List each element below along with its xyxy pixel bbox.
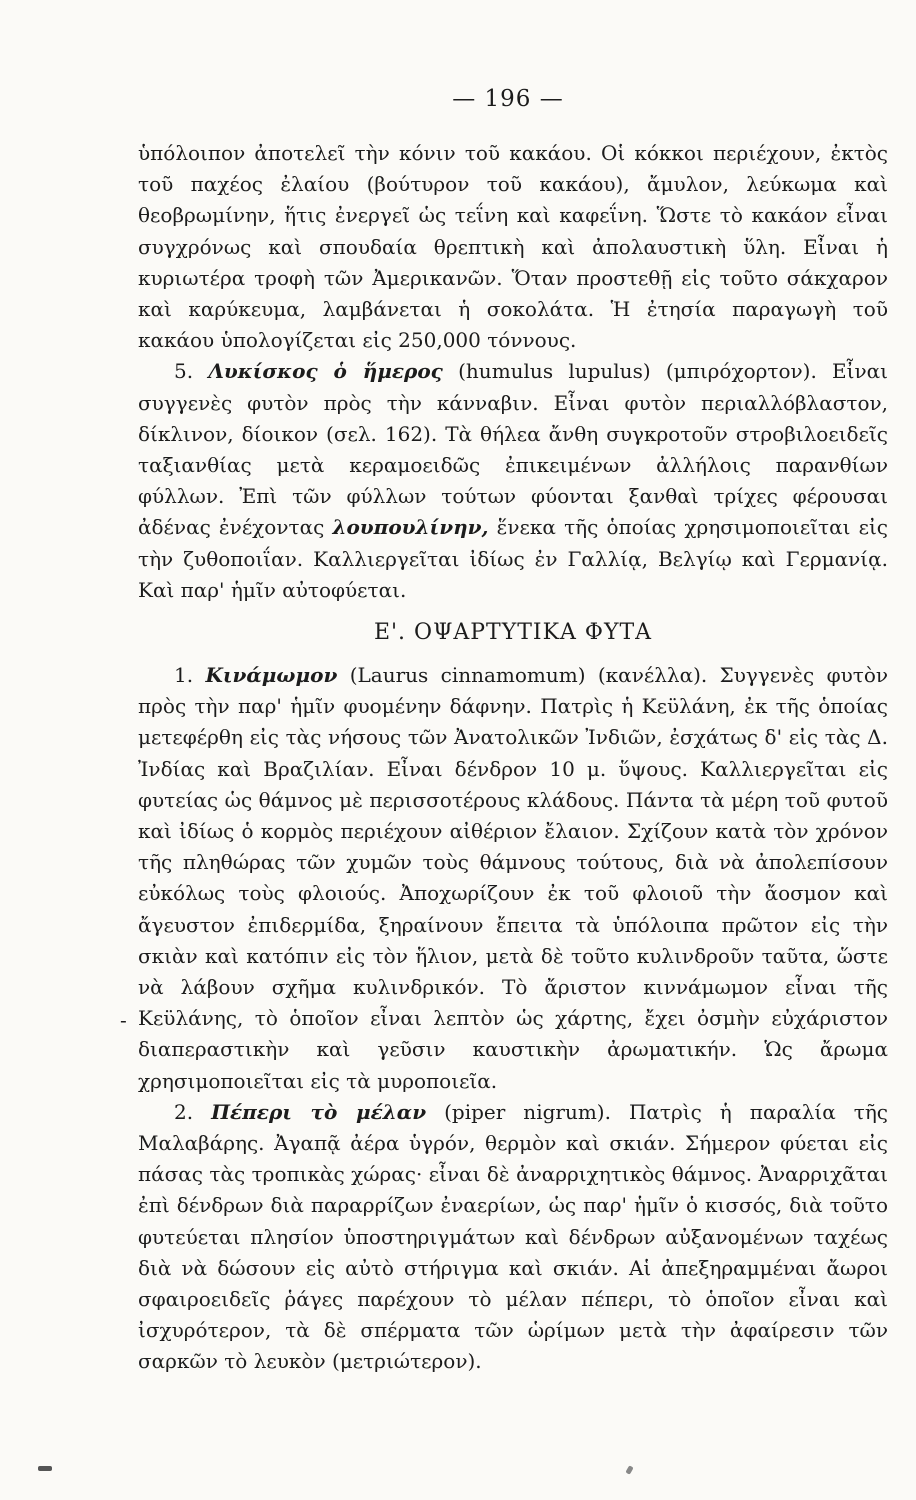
page-number: — 196 — <box>452 86 564 112</box>
margin-dash-mark: - <box>120 1008 127 1032</box>
paragraph-black-pepper <box>138 1097 888 1378</box>
item-text-continued: ἕνεκα τῆς ὁποίας χρησιμοποιεῖται εἰς τὴν ζυθοποιΐαν. Καλλιεργεῖται ἰδίως ἐν Γαλλίᾳ, Βελγίῳ καὶ Γερμανίᾳ. Καὶ παρ' ἡμῖν αὐτοφύεται. <box>138 515 888 602</box>
item-title: Λυκίσκος ὁ ἥμερος <box>208 359 443 384</box>
ink-speck <box>625 1465 633 1474</box>
paragraph-cocoa-end: ὑπόλοιπον ἀποτελεῖ τὴν κόνιν τοῦ κακάου. Οἱ κόκκοι περιέχουν, ἐκτὸς τοῦ παχέος ἐλαίου (βούτυρον τοῦ κακάου), ἄμυλον, λεύκωμα καὶ θεοβρωμίνην, ἥτις ἐνεργεῖ ὡς τεΐνη καὶ καφεΐνη. Ὥστε τὸ κακάον εἶναι συγχρόνως καὶ σπουδαία θρεπτικὴ καὶ ἀπολαυστικὴ ὕλη. Εἶναι ἡ κυριωτέρα τροφὴ τῶν Ἀμερικανῶν. Ὅταν προστεθῇ εἰς τοῦτο σάκχαρον καὶ καρύκευμα, λαμβάνεται ἡ σοκολάτα. Ἡ ἐτησία παραγωγὴ τοῦ κακάου ὑπολογίζεται εἰς 250,000 τόννους. <box>138 141 888 353</box>
item-text: (Laurus cinnamomum) (κανέλλα). Συγγενὲς φυτὸν πρὸς τὴν παρ' ἡμῖν φυομένην δάφνην. Πατρὶς ἡ Κεϋλάνη, ἐκ τῆς ὁποίας μετεφέρθη εἰς τὰς νήσους τῶν Ἀνατολικῶν Ἰνδιῶν, ἐσχάτως δ' εἰς τὰς Δ. Ἰνδίας καὶ Βραζιλίαν. Εἶναι δένδρον 10 μ. ὕψους. Καλλιεργεῖται εἰς φυτείας ὡς θάμνος μὲ περισσοτέρους κλάδους. Πάντα τὰ μέρη τοῦ φυτοῦ καὶ ἰδίως ὁ κορμὸς περιέχουν αἰθέριον ἔλαιον. Σχίζουν κατὰ τὸν χρόνον τῆς πληθώρας τῶν χυμῶν τοὺς θάμνους τούτους, διὰ νὰ ἀπολεπίσουν εὐκόλως τοὺς φλοιούς. Ἀποχωρίζουν ἐκ τοῦ φλοιοῦ τὴν ἄοσμον καὶ ἄγευστον ἐπιδερμίδα, ξηραίνουν ἔπειτα τὰ ὑπόλοιπα πρῶτον εἰς τὴν σκιὰν καὶ κατόπιν εἰς τὸν ἥλιον, μετὰ δὲ τοῦτο κυλινδροῦν ταῦτα, ὥστε νὰ λάβουν σχῆμα κυλινδρικόν. Τὸ ἄριστον κιννάμωμον εἶναι τῆς Κεϋλάνης, τὸ ὁποῖον εἶναι λεπτὸν ὡς χάρτης, ἔχει ὀσμὴν εὐχάριστον διαπεραστικὴν καὶ γεῦσιν καυστικὴν ἀρωματικήν. Ὡς ἄρωμα χρησιμοποιεῖται εἰς τὰ μυροποιεῖα. <box>138 663 889 1093</box>
item-text: (piper nigrum). Πατρὶς ἡ παραλία τῆς Μαλαβάρης. Ἀγαπᾷ ἀέρα ὑγρόν, θερμὸν καὶ σκιάν. Σήμερον φύεται εἰς πάσας τὰς τροπικὰς χώρας· εἶναι δὲ ἀναρριχητικὸς θάμνος. Ἀναρριχᾶται ἐπὶ δένδρων διὰ παραρρίζων ἐναερίων, ὡς παρ' ἡμῖν ὁ κισσός, διὰ τοῦτο φυτεύεται πλησίον ὑποστηριγμάτων καὶ δένδρων αὐξανομένων ταχέως διὰ νὰ δώσουν εἰς αὐτὸ στήριγμα καὶ σκιάν. Αἱ ἀπεξηραμμέναι ἄωροι σφαιροειδεῖς ῥάγες παρέχουν τὸ μέλαν πέπερι, τὸ ὁποῖον εἶναι καὶ ἰσχυρότερον, τὰ δὲ σπέρματα τῶν ὡρίμων μετὰ τὴν ἀφαίρεσιν τῶν σαρκῶν τὸ λευκὸν (μετριώτερον). <box>138 1099 888 1374</box>
item-number: 2. <box>174 1099 194 1124</box>
paragraph-hops <box>138 356 888 606</box>
text-block-1 <box>138 138 888 606</box>
item-title: Πέπερι τὸ μέλαν <box>211 1099 427 1124</box>
item-number: 1. <box>174 663 194 687</box>
section-heading: Ε'. ΟΨΑΡΤΥΤΙΚΑ ΦΥΤΑ <box>373 620 653 645</box>
text-block-2 <box>138 660 888 1378</box>
term-lupulin: λουπουλίνην, <box>332 515 489 540</box>
ink-speck <box>38 1466 52 1471</box>
item-text: (humulus lupulus) (μπιρόχορτον). Εἶναι συγγενὲς φυτὸν πρὸς τὴν κάνναβιν. Εἶναι φυτὸν περιαλλόβλαστον, δίκλινον, δίοικον (σελ. 162). Τὰ θήλεα ἄνθη συγκροτοῦν στροβιλοειδεῖς ταξιανθίας μετὰ κεραμοειδῶς ἐπικειμένων ἀλλήλοις παρανθίων φύλλων. Ἐπὶ τῶν φύλλων τούτων φύονται ξανθαὶ τρίχες φέρουσαι ἀδένας ἐνέχοντας <box>138 359 888 540</box>
item-title: Κινάμωμον <box>205 663 338 687</box>
paragraph-cinnamon <box>138 660 888 1097</box>
item-number: 5. <box>174 359 194 384</box>
